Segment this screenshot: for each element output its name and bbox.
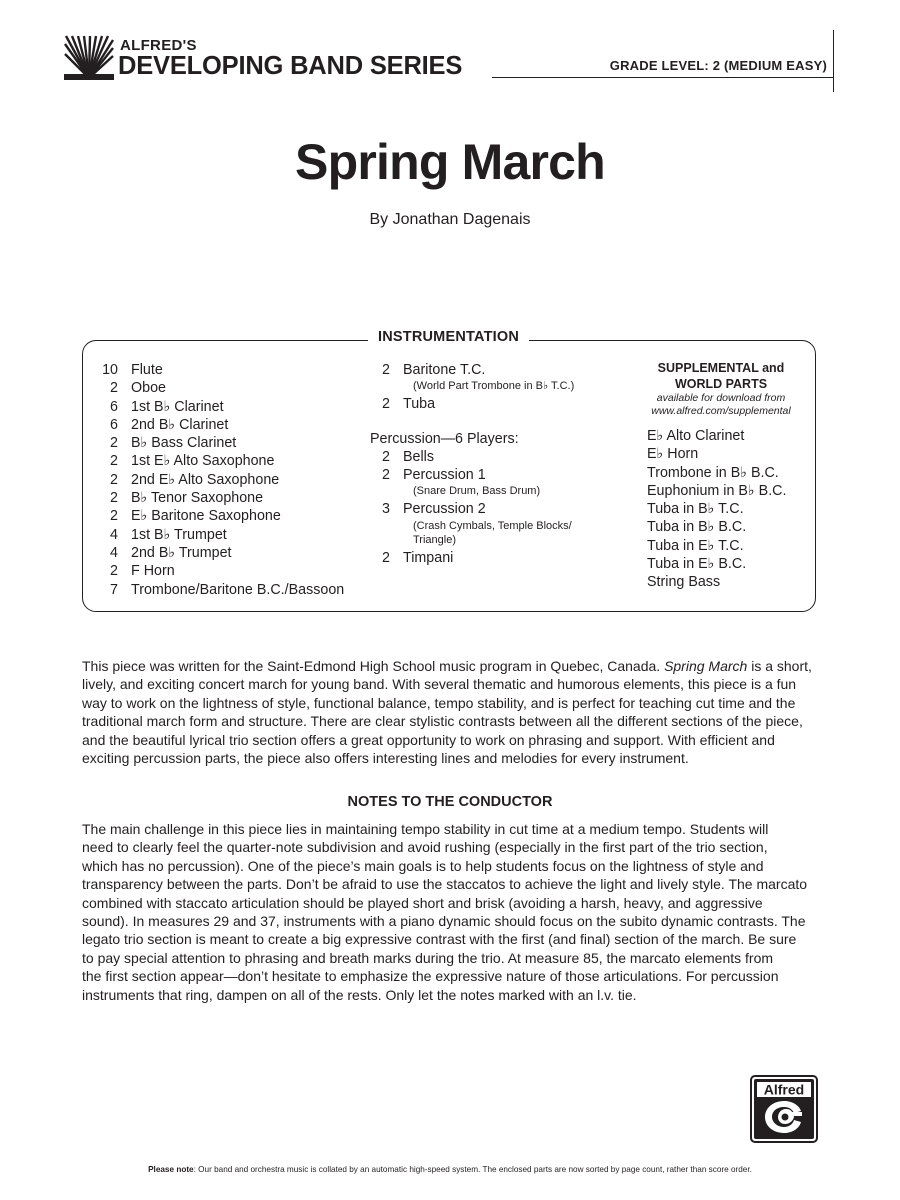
footer-label: Please note	[148, 1165, 194, 1174]
notes-line: The main challenge in this piece lies in maintaining tempo stability in cut time at a medium tempo. Students will	[82, 821, 769, 837]
instrument-count: 2	[110, 563, 118, 580]
description-line: lively, and exciting concert march for young band. With several thematic and humorous elements, this piece is a fun	[82, 676, 797, 693]
supplemental-item: Trombone in B♭ B.C.	[647, 464, 779, 481]
instrument-name: 2nd B♭ Clarinet	[131, 416, 229, 433]
supplemental-item: Tuba in E♭ B.C.	[647, 556, 747, 573]
series-name-line1: ALFRED'S	[120, 37, 197, 54]
instrument-row	[98, 544, 344, 562]
footer-note	[0, 1165, 900, 1174]
instrument-row	[98, 398, 344, 416]
instrument-count: 2	[110, 490, 118, 507]
instrument-note: (World Part Trombone in B♭ T.C.)	[413, 380, 575, 393]
description-line: exciting percussion parts, the piece also offers interesting lines and melodies for every instrument.	[82, 750, 689, 767]
instrument-row	[370, 448, 574, 466]
description-line: way to work on the lightness of style, functional balance, tempo stability, and is perfect for teaching cut time and the	[82, 694, 796, 711]
supplemental-item: Tuba in B♭ B.C.	[647, 519, 747, 536]
instrument-name: 2nd E♭ Alto Saxophone	[131, 471, 280, 488]
description-text: This piece was written for the Saint-Edmond High School music program in Quebec, Canada.	[82, 658, 665, 674]
instrumentation-heading: INSTRUMENTATION	[368, 329, 529, 345]
header-vertical-rule	[833, 30, 834, 92]
instrument-name: Flute	[131, 362, 163, 378]
supplemental-url: www.alfred.com/supplemental	[651, 405, 791, 417]
supplemental-title-line1: SUPPLEMENTAL and	[657, 361, 785, 375]
supplemental-item: Tuba in E♭ T.C.	[647, 537, 744, 554]
footer-text: : Our band and orchestra music is collated by an automatic high-speed system. The enclosed parts are now sorted by page count, rather than score order.	[193, 1165, 752, 1174]
instrument-name: Bells	[403, 448, 434, 465]
header-rule	[492, 77, 834, 78]
instrument-row	[98, 507, 344, 525]
instrument-count: 10	[102, 362, 118, 378]
instrument-row	[98, 361, 344, 379]
alfred-logo	[750, 1075, 818, 1143]
instrument-count: 2	[382, 549, 390, 566]
instrument-row	[370, 466, 574, 484]
instrument-row	[98, 489, 344, 507]
supplemental-parts-header	[640, 360, 802, 418]
notes-line: instruments that ring, dampen on all of the rests. Only let the notes marked with an l.v. tie.	[82, 986, 637, 1003]
instrument-count: 4	[110, 544, 118, 561]
supplemental-parts-list	[647, 427, 786, 592]
instrument-note: (Crash Cymbals, Temple Blocks/	[413, 519, 572, 532]
instrument-name: Trombone/Baritone B.C./Bassoon	[131, 581, 345, 598]
instrument-row	[98, 379, 344, 397]
supplemental-item: Tuba in B♭ T.C.	[647, 501, 744, 518]
instrument-row	[370, 500, 574, 518]
supplemental-title-line2: WORLD PARTS	[674, 377, 768, 391]
instrument-count: 2	[382, 362, 390, 378]
instrument-name: E♭ Baritone Saxophone	[131, 508, 281, 525]
notes-line: combined with staccato articulation should be played short and brisk (avoiding a harsh, heavy, and aggressive	[82, 894, 763, 911]
instrument-count: 6	[110, 398, 118, 415]
piece-title-italic: Spring March	[664, 658, 748, 674]
description-text: is a short,	[747, 658, 812, 674]
instrument-count: 2	[110, 508, 118, 525]
instrument-name: Tuba	[403, 396, 436, 413]
supplemental-item: E♭ Horn	[647, 446, 699, 463]
instrument-row	[98, 526, 344, 544]
instrument-note: Triangle)	[413, 533, 456, 546]
instrument-row	[98, 434, 344, 452]
description-paragraph	[82, 657, 822, 767]
instrument-name: B♭ Bass Clarinet	[131, 435, 237, 452]
notes-line: the first section appear—don’t hesitate to emphasize the expressive nature of those articulations. For percussion	[82, 968, 779, 985]
instrument-count: 2	[382, 448, 390, 465]
instrument-name: Percussion 1	[403, 467, 486, 484]
notes-line: legato trio section is meant to create a big expressive contrast with the first (and final) section of the march. Be sure	[82, 931, 797, 948]
instrument-count: 2	[110, 380, 118, 397]
instrument-row	[98, 562, 344, 580]
notes-heading: NOTES TO THE CONDUCTOR	[347, 794, 553, 810]
instrument-count: 2	[382, 467, 390, 484]
notes-line: to pay special attention to phrasing and breath marks during the trio. At measure 85, the marcato elements from	[82, 949, 774, 966]
notes-paragraph	[82, 820, 822, 1004]
instrument-count: 6	[110, 416, 118, 433]
notes-line: sound). In measures 29 and 37, instruments with a piano dynamic should focus on the subito dynamic contrasts. The	[82, 913, 806, 930]
instrument-name: Baritone T.C.	[403, 362, 486, 378]
instrument-name: 1st B♭ Trumpet	[131, 526, 227, 543]
instrument-count: 2	[110, 453, 118, 470]
page-title: Spring March	[295, 134, 605, 190]
instrument-name: 1st E♭ Alto Saxophone	[131, 453, 275, 470]
instrument-row	[370, 395, 574, 413]
notes-line: need to clearly feel the quarter-note subdivision and avoid rushing (especially in the first part of the trio section,	[82, 839, 768, 856]
instrumentation-column-2	[370, 361, 574, 567]
series-name-line2: DEVELOPING BAND SERIES	[118, 52, 463, 80]
instrument-row	[370, 361, 574, 379]
instrument-name: Timpani	[403, 549, 454, 566]
instrument-row	[98, 471, 344, 489]
composer-byline: By Jonathan Dagenais	[369, 211, 531, 228]
supplemental-item: E♭ Alto Clarinet	[647, 428, 745, 444]
instrument-note: (Snare Drum, Bass Drum)	[413, 485, 541, 498]
notes-line: transparency between the parts. Don’t be afraid to use the staccatos to achieve the light and lively style. The marcato	[82, 876, 808, 893]
instrument-name: B♭ Tenor Saxophone	[131, 490, 264, 507]
description-line: and the beautiful lyrical trio section offers a great opportunity to work on phrasing and support. With efficient and	[82, 731, 775, 748]
instrument-row	[98, 452, 344, 470]
instrument-count: 2	[110, 471, 118, 488]
instrument-name: Oboe	[131, 380, 166, 397]
instrument-count: 7	[110, 581, 118, 598]
supplemental-item: Euphonium in B♭ B.C.	[647, 482, 787, 499]
instrument-count: 4	[110, 526, 118, 543]
description-line	[82, 657, 822, 675]
instrument-count: 2	[382, 396, 390, 413]
instrument-count: 3	[382, 501, 390, 518]
series-logo-icon	[64, 34, 114, 80]
instrument-count: 2	[110, 435, 118, 452]
grade-level: GRADE LEVEL: 2 (MEDIUM EASY)	[609, 58, 827, 73]
notes-line: which has no percussion). One of the piece’s main goals is to help students focus on the lightness of style and	[82, 857, 764, 874]
instrument-row	[370, 549, 574, 567]
alfred-logo-text: Alfred	[763, 1081, 805, 1098]
instrument-row	[98, 416, 344, 434]
description-line: traditional march form and structure. There are clear stylistic contrasts between all the different sections of the piece,	[82, 713, 803, 730]
instrument-name: F Horn	[131, 563, 175, 580]
instrument-row	[98, 581, 344, 599]
instrument-name: Percussion 2	[403, 501, 486, 518]
instrument-name: 1st B♭ Clarinet	[131, 398, 224, 415]
percussion-heading: Percussion—6 Players:	[370, 430, 519, 447]
instrument-name: 2nd B♭ Trumpet	[131, 544, 232, 561]
instrumentation-column-1	[98, 361, 344, 599]
supplemental-item: String Bass	[647, 574, 721, 591]
supplemental-note-line1: available for download from	[656, 392, 786, 404]
